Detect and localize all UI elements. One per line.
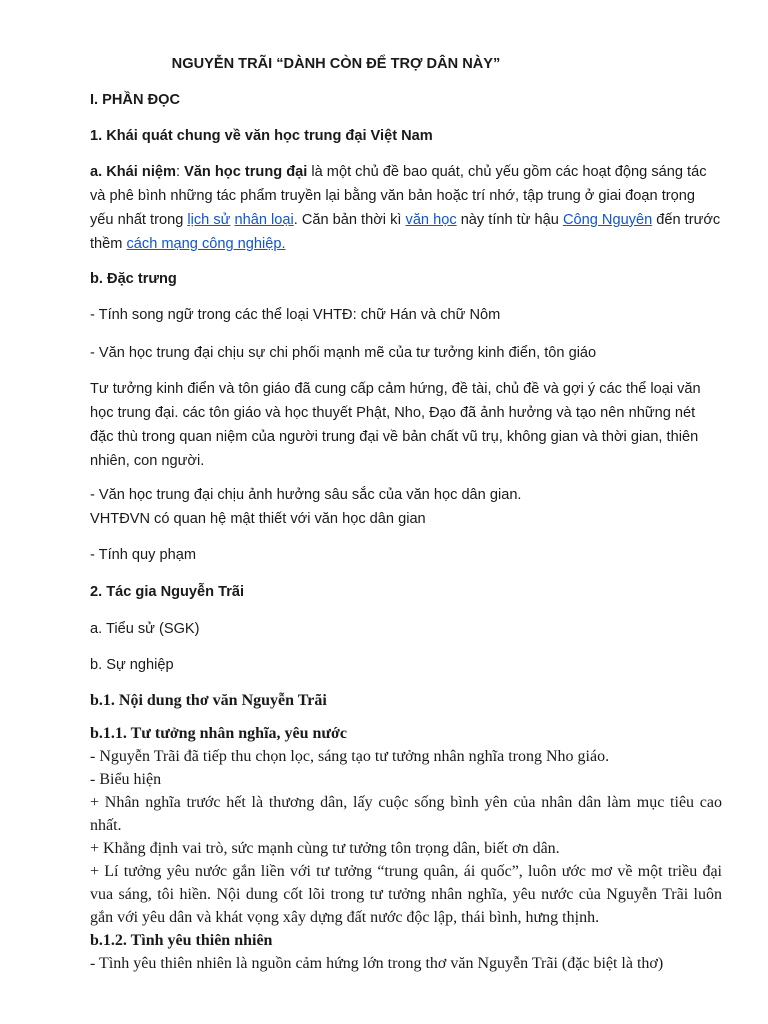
link-van-hoc[interactable]: văn học	[405, 212, 457, 228]
link-lich-su[interactable]: lịch sử	[187, 212, 231, 228]
content-line-2: - Biểu hiện	[90, 771, 162, 788]
heading-content: b.1. Nội dung thơ văn Nguyễn Trãi	[90, 692, 327, 709]
content-section	[90, 722, 722, 975]
heading-nguyen-trai: 2. Tác gia Nguyễn Trãi	[90, 584, 245, 600]
paragraph-religion-influence: Tư tưởng kinh điển và tôn giáo đã cung cấp cảm hứng, đề tài, chủ đề và gợi ý các thể loại văn học trung đại. các tôn giáo và học thuyết Phật, Nho, Đạo đã ảnh hưởng và tạo nên những nét đặc thù trong quan niệm của người trung đại về bản chất vũ trụ, không gian và thời gian, thiên nhiên, con người.	[90, 381, 701, 469]
link-cong-nguyen[interactable]: Công Nguyên	[562, 212, 653, 228]
heading-characteristics: b. Đặc trưng	[90, 271, 177, 287]
definition-text-1: là một chủ đề bao quát, chủ yếu gồm các hoạt động sáng tác và phê bình những tác phẩm truyền lại bằng văn bản hoặc trí nhớ, tập trung ở giai đoạn trọng yếu nhất trong	[90, 164, 707, 228]
definition-text-3: này tính từ hậu	[456, 212, 563, 228]
definition-colon: :	[175, 164, 185, 180]
content-line-4: + Khẳng định vai trò, sức mạnh cùng tư tưởng tôn trọng dân, biết ơn dân.	[90, 840, 560, 857]
folk-literature-line-1: - Văn học trung đại chịu ảnh hưởng sâu sắc của văn học dân gian.	[90, 487, 522, 503]
link-nhan-loai[interactable]: nhân loại	[234, 212, 294, 228]
definition-text-2: . Căn bản thời kì	[293, 212, 406, 228]
heading-love-of-nature: b.1.2. Tình yêu thiên nhiên	[90, 932, 273, 949]
paragraph-definition	[90, 160, 722, 256]
list-item-religion: - Văn học trung đại chịu sự chi phối mạnh mẽ của tư tưởng kinh điển, tôn giáo	[90, 345, 597, 361]
folk-literature-line-2: VHTĐVN có quan hệ mật thiết với văn học dân gian	[90, 511, 426, 527]
content-line-3: + Nhân nghĩa trước hết là thương dân, lấy cuộc sống bình yên của nhân dân làm mục tiêu cao nhất.	[90, 794, 722, 834]
definition-text-4: đến trước thềm	[90, 212, 721, 252]
heading-career: b. Sự nghiệp	[90, 657, 174, 673]
heading-humanity-patriotism: b.1.1. Tư tưởng nhân nghĩa, yêu nước	[90, 725, 347, 742]
definition-label: a. Khái niệm	[90, 164, 176, 180]
link-cach-mang-cong-nghiep[interactable]: cách mạng công nghiệp.	[126, 236, 286, 252]
heading-overview: 1. Khái quát chung về văn học trung đại Việt Nam	[90, 128, 433, 144]
content-line-6: - Tình yêu thiên nhiên là nguồn cảm hứng lớn trong thơ văn Nguyễn Trãi (đặc biệt là thơ)	[90, 955, 664, 972]
content-line-5: + Lí tưởng yêu nước gắn liền với tư tưởng “trung quân, ái quốc”, luôn ước mơ về một triều đại vua sáng, tôi hiền. Nội dung cốt lõi trong tư tưởng nhân nghĩa, yêu nước của Nguyễn Trãi luôn gắn với yêu dân và khát vọng xây dựng đất nước độc lập, thái bình, hưng thịnh.	[90, 863, 722, 926]
heading-biography: a. Tiểu sử (SGK)	[90, 621, 200, 637]
list-item-folk-literature	[90, 483, 722, 531]
list-item-bilingual: - Tính song ngữ trong các thể loại VHTĐ: chữ Hán và chữ Nôm	[90, 307, 501, 323]
document-title: NGUYỄN TRÃI “DÀNH CÒN ĐỂ TRỢ DÂN NÀY”	[171, 56, 501, 72]
section-heading-reading: I. PHẦN ĐỌC	[90, 92, 180, 108]
definition-term: Văn học trung đại	[184, 164, 308, 180]
list-item-normative: - Tính quy phạm	[90, 547, 196, 563]
content-line-1: - Nguyễn Trãi đã tiếp thu chọn lọc, sáng tạo tư tưởng nhân nghĩa trong Nho giáo.	[90, 748, 610, 765]
